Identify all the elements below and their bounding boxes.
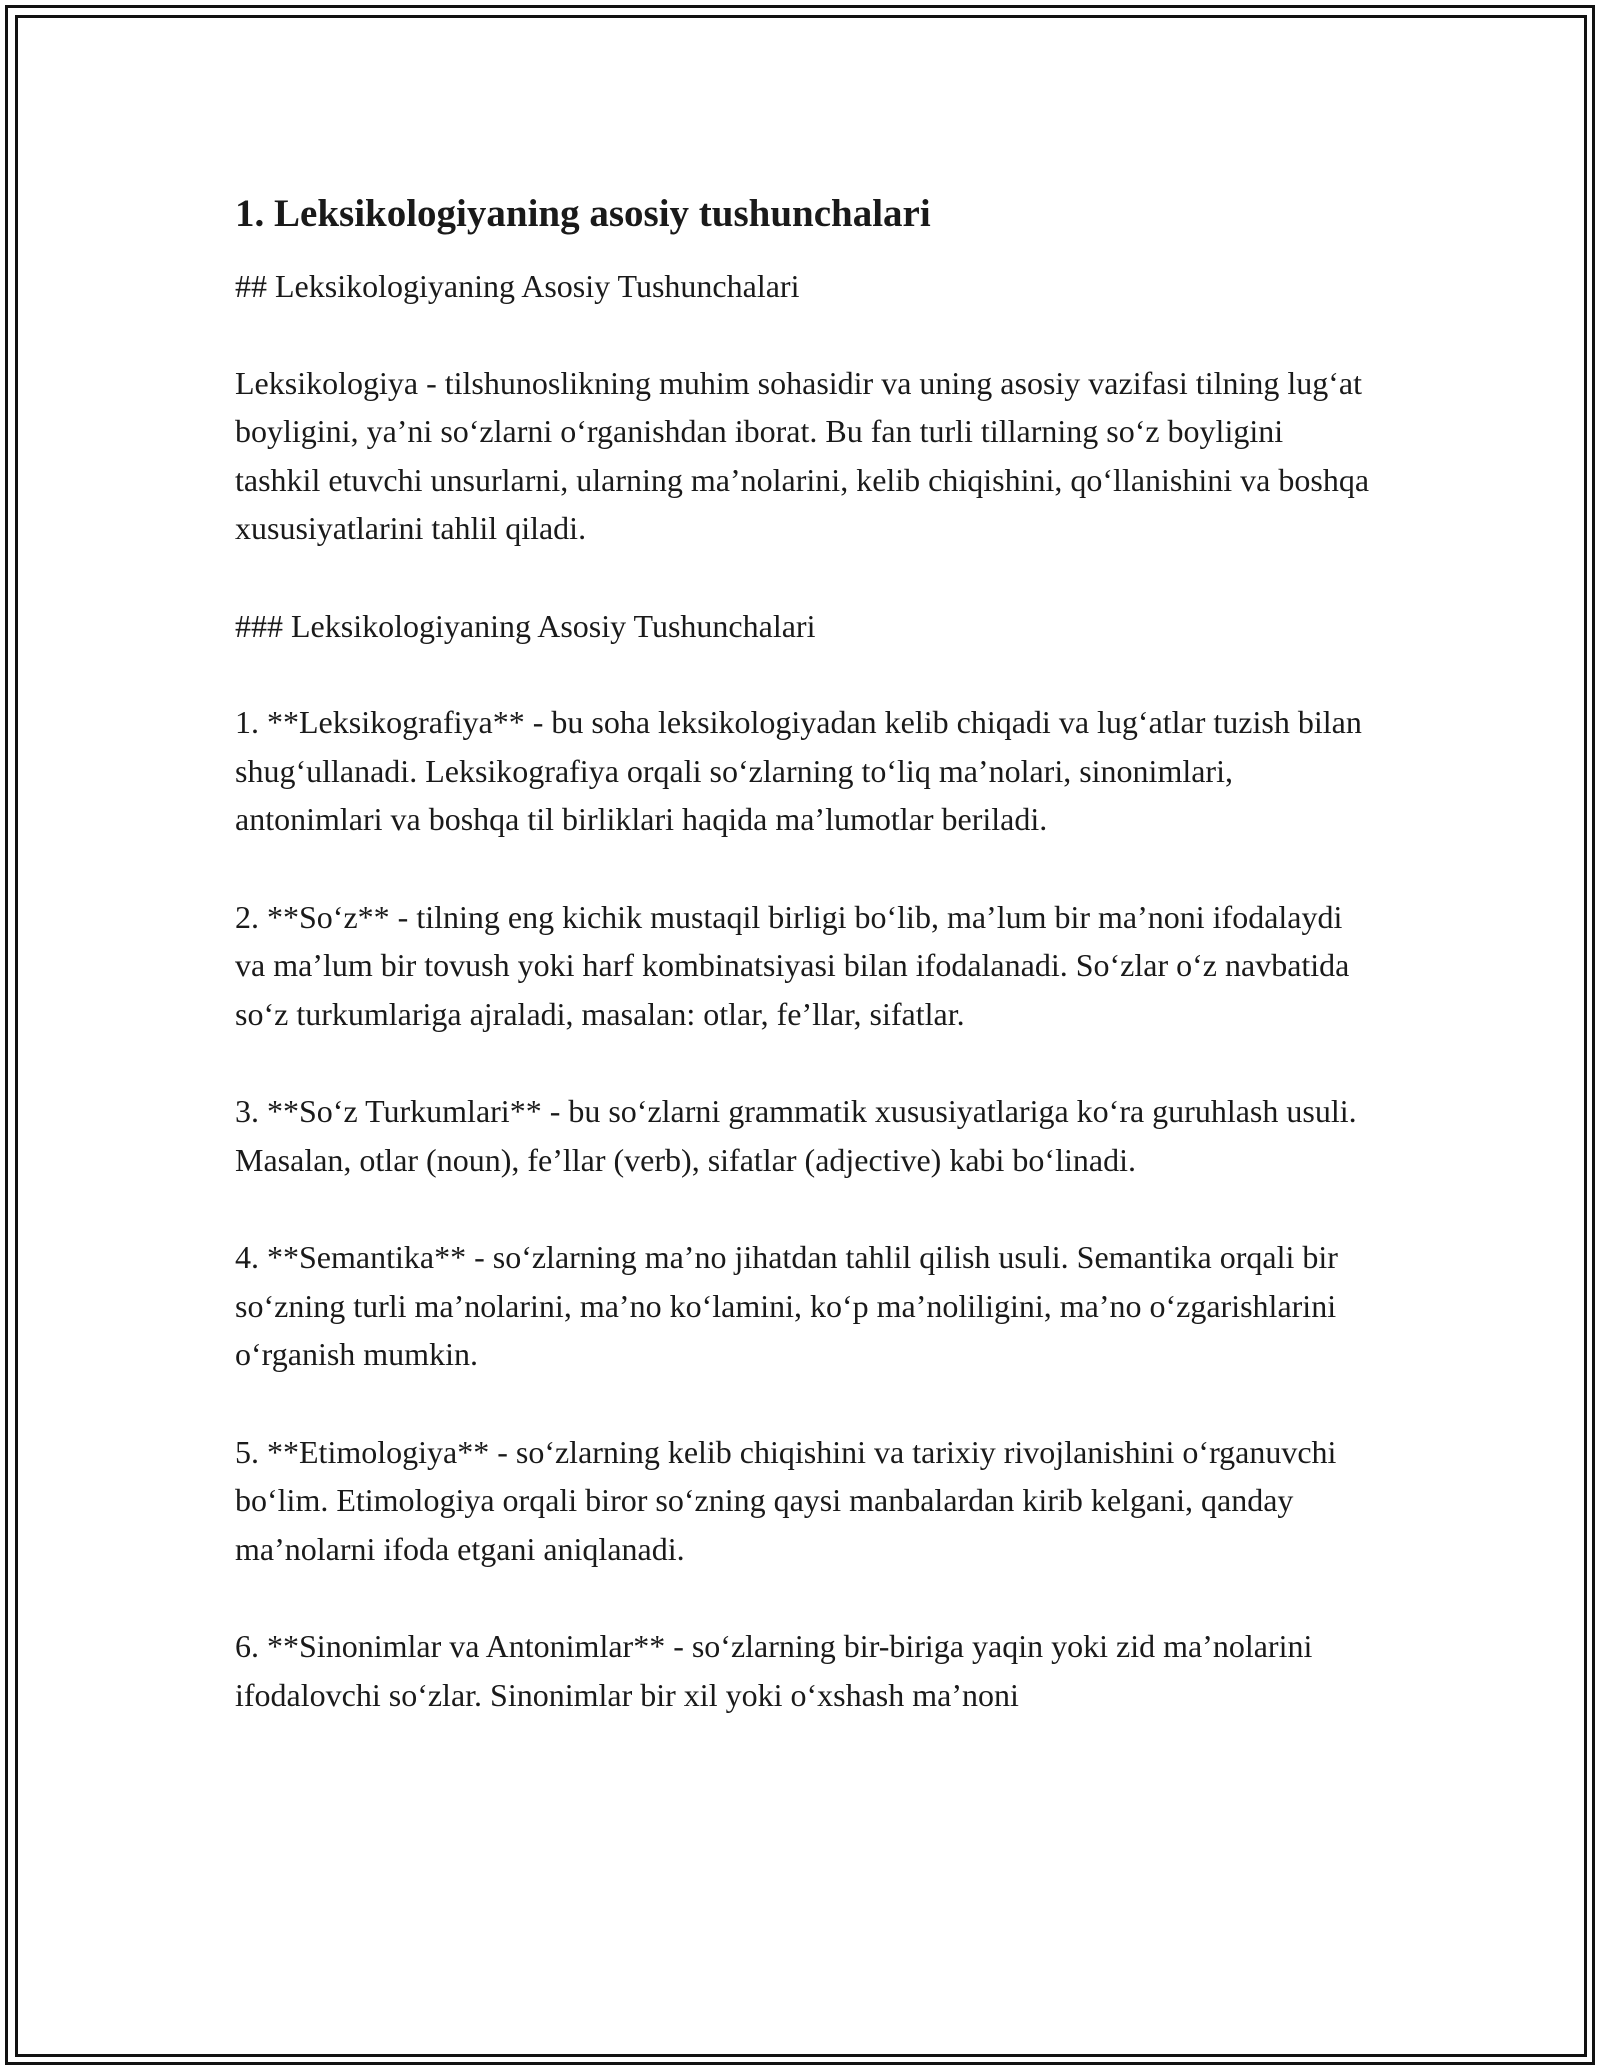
list-item-sinonimlar: 6. **Sinonimlar va Antonimlar** - so‘zlarning bir-biriga yaqin yoki zid ma’nolarini ifodalovchi so‘zlar. Sinonimlar bir xil yoki o‘xshash ma’noni (235, 1628, 1313, 1713)
intro-paragraph: Leksikologiya - tilshunoslikning muhim sohasidir va uning asosiy vazifasi tilning lug‘at boyligini, ya’ni so‘zlarni o‘rganishdan iborat. Bu fan turli tillarning so‘z boyligini tashkil etuvchi unsurlarni, ularning ma’nolarini, kelib chiqishini, qo‘llanishini va boshqa xususiyatlarini tahlil qiladi. (235, 364, 1370, 546)
list-item-soz: 2. **So‘z** - tilning eng kichik mustaqil birligi bo‘lib, ma’lum bir ma’noni ifodalaydi va ma’lum bir tovush yoki harf kombinatsiyasi bilan ifodalanadi. So‘zlar o‘z navbatida so‘z turkumlariga ajraladi, masalan: otlar, fe’llar, sifatlar. (235, 898, 1350, 1032)
list-item-etimologiya: 5. **Etimologiya** - so‘zlarning kelib chiqishini va tarixiy rivojlanishini o‘rganuvchi bo‘lim. Etimologiya orqali biror so‘zning qaysi manbalardan kirib kelgani, qanday ma’nolarni ifoda etgani aniqlanadi. (235, 1433, 1337, 1567)
markdown-heading-h2: ## Leksikologiyaning Asosiy Tushunchalari (235, 268, 800, 304)
document-body (235, 188, 1375, 1768)
list-item-semantika: 4. **Semantika** - so‘zlarning ma’no jihatdan tahlil qilish usuli. Semantika orqali bir so‘zning turli ma’nolarini, ma’no ko‘lamini, ko‘p ma’noliligini, ma’no o‘zgarishlarini o‘rganish mumkin. (235, 1239, 1338, 1372)
list-item-soz-turkumlari: 3. **So‘z Turkumlari** - bu so‘zlarni grammatik xususiyatlariga ko‘ra guruhlash usuli. Masalan, otlar (noun), fe’llar (verb), sifatlar (adjective) kabi bo‘linadi. (235, 1093, 1357, 1178)
list-item-leksikografiya: 1. **Leksikografiya** - bu soha leksikologiyadan kelib chiqadi va lug‘atlar tuzish bilan shug‘ullanadi. Leksikografiya orqali so‘zlarning to‘liq ma’nolari, sinonimlari, antonimlari va boshqa til birliklari haqida ma’lumotlar beriladi. (235, 704, 1362, 837)
markdown-heading-h3: ### Leksikologiyaning Asosiy Tushunchalari (235, 607, 816, 644)
page-title: 1. Leksikologiyaning asosiy tushunchalari (235, 192, 931, 235)
